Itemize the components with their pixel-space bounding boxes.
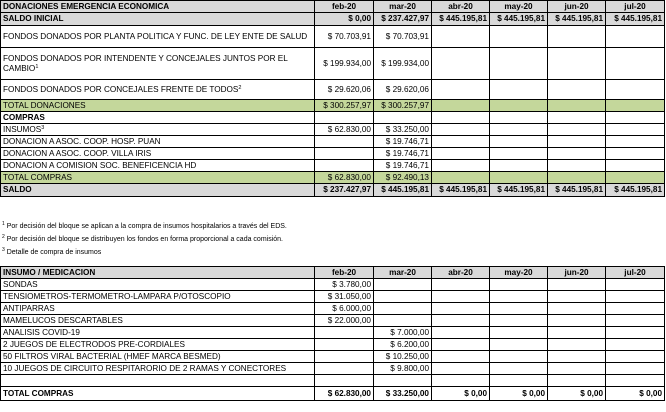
month-header: feb-20 — [315, 267, 374, 279]
value-cell — [374, 291, 432, 303]
footnotes — [2, 222, 287, 261]
value-cell — [606, 48, 665, 80]
value-cell: $ 62.830,00 — [315, 387, 374, 401]
row-label-text: 10 JUEGOS DE CIRCUITO RESPITARORIO DE 2 RAMAS Y CONECTORES — [3, 363, 287, 373]
table-title: DONACIONES EMERGENCIA ECONOMICA — [1, 1, 315, 13]
month-header: may-20 — [490, 1, 548, 13]
row-label — [1, 375, 315, 387]
value-cell — [490, 48, 548, 80]
value-cell: $ 445.195,81 — [374, 184, 432, 197]
value-cell — [606, 80, 665, 100]
value-cell — [432, 375, 490, 387]
insumos-header-row — [1, 267, 665, 279]
value-cell — [490, 80, 548, 100]
month-header: jul-20 — [606, 1, 665, 13]
value-cell: $ 31.050,00 — [315, 291, 374, 303]
value-cell — [432, 351, 490, 363]
value-cell — [606, 136, 665, 148]
value-cell: $ 33.250,00 — [374, 124, 432, 136]
value-cell: $ 19.746,71 — [374, 148, 432, 160]
value-cell: $ 300.257,97 — [374, 100, 432, 112]
value-cell — [606, 303, 665, 315]
value-cell — [315, 363, 374, 375]
value-cell — [548, 303, 606, 315]
value-cell: $ 19.746,71 — [374, 160, 432, 172]
value-cell — [548, 375, 606, 387]
row-label-text: SONDAS — [3, 279, 38, 289]
value-cell: $ 22.000,00 — [315, 315, 374, 327]
insumo-row — [1, 327, 665, 339]
value-cell — [606, 100, 665, 112]
value-cell — [606, 172, 665, 184]
value-cell — [606, 148, 665, 160]
row-label — [1, 387, 315, 401]
value-cell: $ 0,00 — [606, 387, 665, 401]
value-cell: $ 199.934,00 — [315, 48, 374, 80]
donaciones-table — [0, 0, 665, 197]
footnote-number: 3 — [2, 247, 5, 253]
value-cell — [548, 279, 606, 291]
value-cell — [374, 303, 432, 315]
value-cell: $ 9.800,00 — [374, 363, 432, 375]
footnote-number: 2 — [2, 234, 5, 240]
footnote — [2, 248, 287, 257]
row-label — [1, 172, 315, 184]
value-cell: $ 33.250,00 — [374, 387, 432, 401]
value-cell: $ 92.490,13 — [374, 172, 432, 184]
donaciones-table-body — [1, 1, 665, 197]
row-label — [1, 279, 315, 291]
total-donaciones-row — [1, 100, 665, 112]
row-label — [1, 363, 315, 375]
value-cell — [374, 375, 432, 387]
row-label — [1, 136, 315, 148]
value-cell — [315, 136, 374, 148]
footnote-ref: 3 — [41, 124, 45, 131]
value-cell — [490, 279, 548, 291]
value-cell: $ 445.195,81 — [490, 13, 548, 26]
row-label — [1, 303, 315, 315]
footnote-text: Detalle de compra de insumos — [4, 249, 102, 256]
row-label-text: FONDOS DONADOS POR PLANTA POLITICA Y FUNC. DE LEY ENTE DE SALUD — [3, 31, 308, 41]
insumo-row — [1, 315, 665, 327]
value-cell: $ 445.195,81 — [548, 13, 606, 26]
row-label-text: SALDO — [3, 185, 32, 194]
value-cell — [432, 26, 490, 48]
value-cell: $ 445.195,81 — [432, 13, 490, 26]
total-compras-row — [1, 172, 665, 184]
value-cell — [606, 375, 665, 387]
value-cell — [432, 80, 490, 100]
month-header: may-20 — [490, 267, 548, 279]
value-cell — [374, 315, 432, 327]
compras-header-row — [1, 112, 665, 124]
value-cell: $ 0,00 — [548, 387, 606, 401]
row-label — [1, 48, 315, 80]
value-cell: $ 70.703,91 — [315, 26, 374, 48]
value-cell — [490, 315, 548, 327]
value-cell — [548, 363, 606, 375]
row-label — [1, 351, 315, 363]
compras-header: COMPRAS — [1, 112, 315, 124]
value-cell — [490, 291, 548, 303]
value-cell: $ 445.195,81 — [432, 184, 490, 197]
value-cell — [548, 148, 606, 160]
value-cell — [315, 339, 374, 351]
row-label-text: ANTIPARRAS — [3, 303, 55, 313]
row-label — [1, 148, 315, 160]
value-cell: $ 0,00 — [432, 387, 490, 401]
value-cell — [432, 100, 490, 112]
month-header: jun-20 — [548, 1, 606, 13]
value-cell: $ 7.000,00 — [374, 327, 432, 339]
value-cell — [432, 279, 490, 291]
value-cell — [432, 363, 490, 375]
month-header: mar-20 — [374, 267, 432, 279]
value-cell — [490, 327, 548, 339]
value-cell — [315, 160, 374, 172]
empty-cell — [374, 112, 432, 124]
value-cell — [432, 327, 490, 339]
value-cell — [548, 172, 606, 184]
insumo-row — [1, 351, 665, 363]
value-cell — [490, 100, 548, 112]
value-cell — [548, 48, 606, 80]
value-cell — [432, 136, 490, 148]
value-cell — [548, 136, 606, 148]
value-cell — [432, 160, 490, 172]
value-cell — [432, 303, 490, 315]
empty-cell — [548, 112, 606, 124]
row-label-text: FONDOS DONADOS POR INTENDENTE Y CONCEJALES JUNTOS POR EL — [3, 53, 288, 63]
footnote-ref: 2 — [238, 84, 242, 91]
insumo-row — [1, 291, 665, 303]
value-cell — [490, 351, 548, 363]
value-cell: $ 29.620,06 — [374, 80, 432, 100]
value-cell — [548, 351, 606, 363]
value-cell — [315, 148, 374, 160]
value-cell — [432, 339, 490, 351]
row-label-text: MAMELUCOS DESCARTABLES — [3, 315, 123, 325]
value-cell: $ 237.427,97 — [315, 184, 374, 197]
compra-row — [1, 148, 665, 160]
row-label-text: DONACION A ASOC. COOP. VILLA IRIS — [3, 148, 152, 158]
value-cell — [548, 291, 606, 303]
empty-cell — [315, 112, 374, 124]
value-cell — [490, 124, 548, 136]
insumos-table — [0, 266, 665, 401]
value-cell: $ 70.703,91 — [374, 26, 432, 48]
value-cell — [548, 339, 606, 351]
value-cell — [315, 327, 374, 339]
row-label — [1, 13, 315, 26]
compra-row — [1, 160, 665, 172]
row-label — [1, 124, 315, 136]
footnote-text: Por decisión del bloque se aplican a la compra de insumos hospitalarios a través del EDS. — [4, 223, 287, 230]
value-cell: $ 62.830,00 — [315, 172, 374, 184]
value-cell — [490, 136, 548, 148]
footnote-number: 1 — [2, 221, 5, 227]
footnote-text: Por decisión del bloque se distribuyen los fondos en forma proporcional a cada comisión. — [4, 236, 283, 243]
value-cell — [606, 160, 665, 172]
value-cell — [606, 279, 665, 291]
compra-row — [1, 136, 665, 148]
compra-row — [1, 124, 665, 136]
row-label-text-line2: CAMBIO — [3, 63, 36, 73]
month-header: abr-20 — [432, 267, 490, 279]
value-cell: $ 10.250,00 — [374, 351, 432, 363]
row-label-text: SALDO INICIAL — [3, 14, 64, 23]
insumo-row — [1, 375, 665, 387]
value-cell: $ 237.427,97 — [374, 13, 432, 26]
value-cell: $ 62.830,00 — [315, 124, 374, 136]
value-cell — [432, 148, 490, 160]
table-title: INSUMO / MEDICACION — [1, 267, 315, 279]
row-label — [1, 327, 315, 339]
value-cell — [490, 339, 548, 351]
footnote — [2, 235, 287, 244]
insumos-total-row — [1, 387, 665, 401]
row-label-text: TENSIOMETROS-TERMOMETRO-LAMPARA P/OTOSCOPIO — [3, 291, 231, 301]
insumos-table-body — [1, 267, 665, 401]
month-header: feb-20 — [315, 1, 374, 13]
value-cell: $ 6.200,00 — [374, 339, 432, 351]
value-cell — [432, 48, 490, 80]
value-cell — [606, 363, 665, 375]
value-cell — [606, 26, 665, 48]
row-label-text: TOTAL COMPRAS — [3, 172, 72, 182]
empty-cell — [490, 112, 548, 124]
value-cell: $ 29.620,06 — [315, 80, 374, 100]
donacion-row — [1, 48, 665, 80]
value-cell: $ 6.000,00 — [315, 303, 374, 315]
value-cell: $ 3.780,00 — [315, 279, 374, 291]
row-label — [1, 26, 315, 48]
footnote — [2, 222, 287, 231]
empty-cell — [432, 112, 490, 124]
row-label-text: 50 FILTROS VIRAL BACTERIAL (HMEF MARCA BESMED) — [3, 351, 221, 361]
empty-cell — [606, 112, 665, 124]
value-cell — [490, 172, 548, 184]
row-label — [1, 291, 315, 303]
month-header: jun-20 — [548, 267, 606, 279]
value-cell — [548, 80, 606, 100]
value-cell — [548, 327, 606, 339]
saldo-inicial-row — [1, 13, 665, 26]
value-cell — [606, 315, 665, 327]
value-cell — [548, 160, 606, 172]
saldo-row — [1, 184, 665, 197]
value-cell: $ 0,00 — [490, 387, 548, 401]
insumo-row — [1, 303, 665, 315]
value-cell: $ 0,00 — [315, 13, 374, 26]
value-cell: $ 445.195,81 — [490, 184, 548, 197]
value-cell: $ 445.195,81 — [606, 184, 665, 197]
donacion-row — [1, 80, 665, 100]
value-cell — [490, 26, 548, 48]
value-cell — [490, 303, 548, 315]
value-cell — [490, 375, 548, 387]
value-cell — [315, 375, 374, 387]
month-header: jul-20 — [606, 267, 665, 279]
value-cell — [315, 351, 374, 363]
header-row — [1, 1, 665, 13]
value-cell — [606, 327, 665, 339]
row-label — [1, 160, 315, 172]
value-cell — [606, 351, 665, 363]
month-header: abr-20 — [432, 1, 490, 13]
row-label — [1, 184, 315, 197]
row-label-text: FONDOS DONADOS POR CONCEJALES FRENTE DE TODOS — [3, 84, 239, 94]
row-label-text: DONACION A ASOC. COOP. HOSP. PUAN — [3, 136, 161, 146]
value-cell — [548, 315, 606, 327]
row-label-text: ANALISIS COVID-19 — [3, 327, 80, 337]
row-label-text: INSUMOS — [3, 124, 42, 134]
value-cell — [432, 315, 490, 327]
value-cell — [606, 124, 665, 136]
value-cell — [606, 339, 665, 351]
insumo-row — [1, 339, 665, 351]
value-cell: $ 445.195,81 — [548, 184, 606, 197]
row-label-text: 2 JUEGOS DE ELECTRODOS PRE-CORDIALES — [3, 339, 185, 349]
value-cell — [432, 124, 490, 136]
value-cell — [490, 363, 548, 375]
row-label-text: TOTAL DONACIONES — [3, 100, 86, 110]
row-label — [1, 315, 315, 327]
value-cell — [490, 148, 548, 160]
value-cell — [548, 26, 606, 48]
month-header: mar-20 — [374, 1, 432, 13]
value-cell: $ 300.257,97 — [315, 100, 374, 112]
value-cell — [432, 172, 490, 184]
row-label-text: DONACION A COMISION SOC. BENEFICENCIA HD — [3, 160, 197, 170]
row-label — [1, 80, 315, 100]
value-cell: $ 445.195,81 — [606, 13, 665, 26]
value-cell — [432, 291, 490, 303]
row-label — [1, 100, 315, 112]
row-label — [1, 339, 315, 351]
value-cell — [374, 279, 432, 291]
footnote-ref: 1 — [35, 63, 39, 70]
value-cell — [548, 100, 606, 112]
insumo-row — [1, 279, 665, 291]
value-cell — [606, 291, 665, 303]
value-cell — [548, 124, 606, 136]
donacion-row — [1, 26, 665, 48]
row-label-text: TOTAL COMPRAS — [3, 388, 74, 398]
value-cell: $ 199.934,00 — [374, 48, 432, 80]
value-cell — [490, 160, 548, 172]
value-cell: $ 19.746,71 — [374, 136, 432, 148]
insumo-row — [1, 363, 665, 375]
